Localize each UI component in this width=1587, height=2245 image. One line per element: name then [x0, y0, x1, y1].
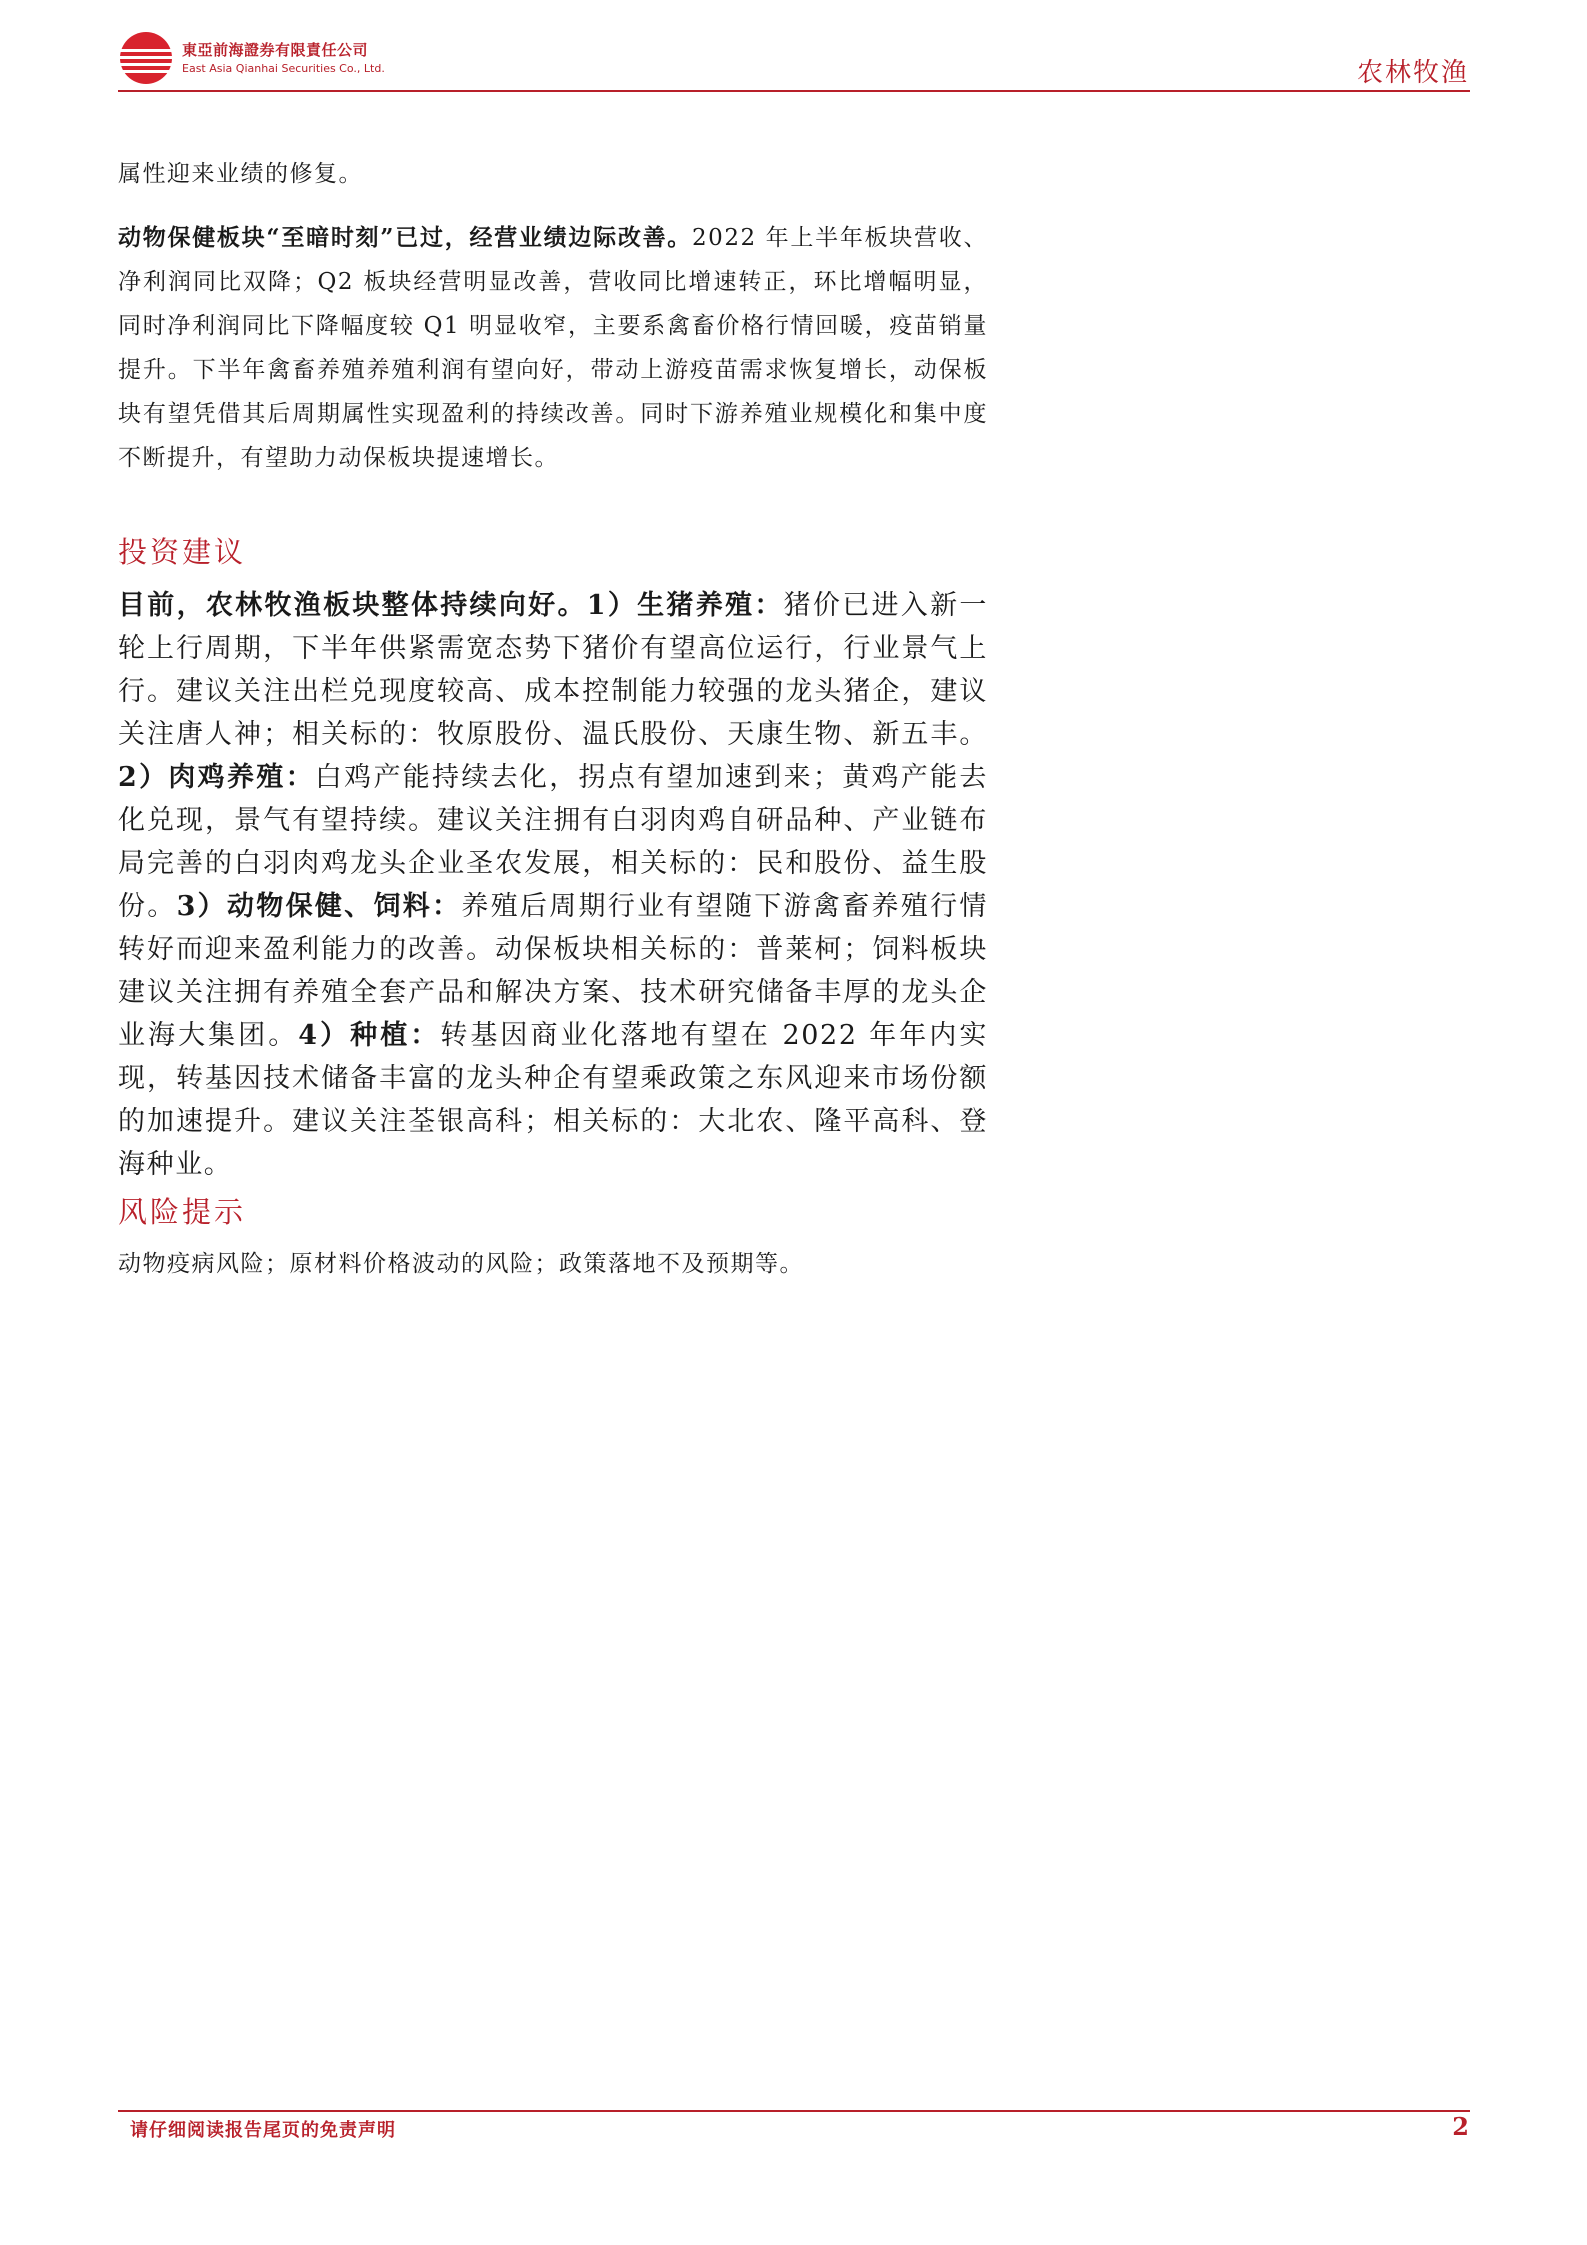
- invest-animal-health-feed-text: 养殖后周期行业有望随下游禽畜养殖行情转好而迎来盈利能力的改善。动保板块相关标的：普莱柯；饲料板块建议关注拥有养殖全套产品和解决方案、技术研究储备丰厚的龙头企业海大集团。: [118, 891, 988, 1051]
- invest-lead: 目前，农林牧渔板块整体持续向好。: [118, 590, 587, 621]
- page-number: 2: [1452, 2112, 1469, 2141]
- investment-advice-heading: 投资建议: [118, 535, 247, 569]
- invest-planting-label: 4）种植：: [298, 1020, 441, 1051]
- invest-broiler-label: 2）肉鸡养殖：: [118, 762, 315, 793]
- invest-animal-health-feed-label: 3）动物保健、饲料：: [176, 891, 462, 922]
- continued-paragraph: 属性迎来业绩的修复。: [118, 161, 363, 187]
- company-name-cn: 東亞前海證券有限責任公司: [182, 40, 369, 59]
- company-name-en: East Asia Qianhai Securities Co., Ltd.: [182, 61, 385, 75]
- page-header: [0, 0, 1587, 100]
- company-name-block: [182, 41, 385, 76]
- invest-planting-text: 转基因商业化落地有望在 2022 年年内实现，转基因技术储备丰富的龙头种企有望乘政策之东风迎来市场份额的加速提升。建议关注荃银高科；相关标的：大北农、隆平高科、登海种业。: [118, 1020, 988, 1180]
- header-divider: [118, 90, 1470, 92]
- animal-health-paragraph: [118, 216, 988, 480]
- animal-health-body: 2022 年上半年板块营收、净利润同比双降；Q2 板块经营明显改善，营收同比增速转正，环比增幅明显，同时净利润同比下降幅度较 Q1 明显收窄，主要系禽畜价格行情回暖，疫苗销量提升。下半年禽畜养殖养殖利润有望向好，带动上游疫苗需求恢复增长，动保板块有望凭借其后周期属性实现盈利的持续改善。同时下游养殖业规模化和集中度不断提升，有望助力动保板块提速增长。: [118, 225, 988, 471]
- company-logo: [118, 30, 385, 86]
- risk-warning-text: 动物疫病风险；原材料价格波动的风险；政策落地不及预期等。: [118, 1251, 804, 1277]
- invest-hog-text: 猪价已进入新一轮上行周期，下半年供紧需宽态势下猪价有望高位运行，行业景气上行。建议关注出栏兑现度较高、成本控制能力较强的龙头猪企，建议关注唐人神；相关标的：牧原股份、温氏股份、天康生物、新五丰。: [118, 590, 988, 750]
- industry-section-title: 农林牧渔: [1356, 58, 1469, 88]
- invest-broiler-text: 白鸡产能持续去化，拐点有望加速到来；黄鸡产能去化兑现，景气有望持续。建议关注拥有白羽肉鸡自研品种、产业链布局完善的白羽肉鸡龙头企业圣农发展，相关标的：民和股份、益生股份。: [118, 762, 988, 922]
- animal-health-lead: 动物保健板块“至暗时刻”已过，经营业绩边际改善。: [118, 224, 693, 251]
- footer-divider: [118, 2110, 1470, 2112]
- disclaimer-note: 请仔细阅读报告尾页的免责声明: [130, 2120, 396, 2141]
- report-body: [118, 152, 988, 1286]
- invest-hog-label: 1）生猪养殖：: [586, 590, 784, 621]
- investment-advice-paragraph: [118, 584, 988, 1186]
- risk-warning-heading: 风险提示: [118, 1195, 247, 1229]
- company-logo-icon: [118, 30, 174, 86]
